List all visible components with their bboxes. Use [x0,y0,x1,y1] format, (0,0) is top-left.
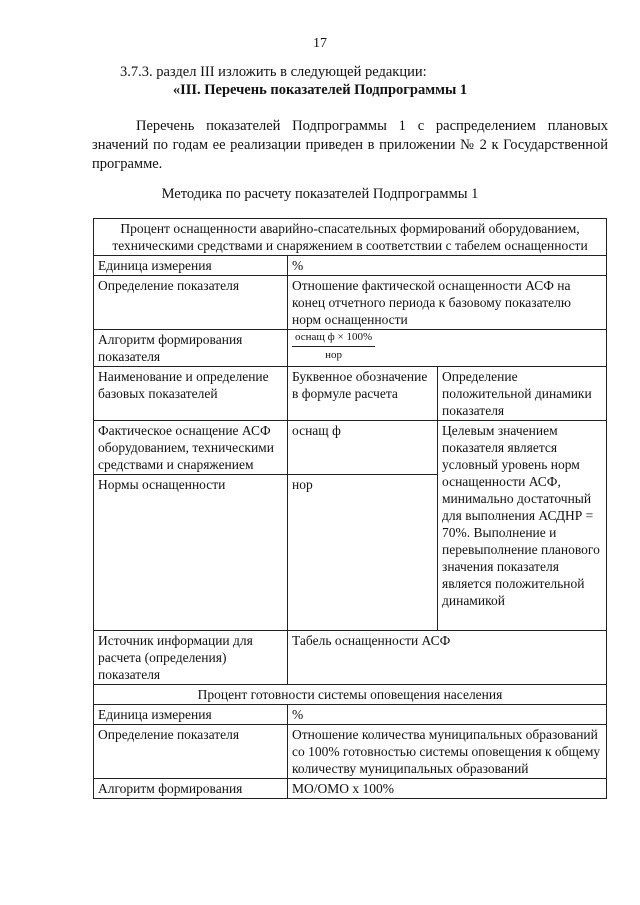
table-row [94,685,607,705]
methodology-title: Методика по расчету показателей Подпрограммы 1 [161,186,479,202]
table-row [94,219,607,256]
definition-label: Определение показателя [94,725,288,779]
table-row [94,725,607,779]
source-value: Табель оснащенности АСФ [288,631,607,685]
algorithm-label: Алгоритм формирования [94,779,288,799]
base-indicator-name: Фактическое оснащение АСФ оборудованием, техническими средствами и снаряжением [94,421,288,475]
page-number: 17 [313,36,327,51]
source-label: Источник информации для расчета (определения) показателя [94,631,288,685]
table-row [94,256,607,276]
indicators-table [93,218,607,799]
base-indicator-symbol: нор [288,475,438,631]
indicator1-title: Процент оснащенности аварийно-спасательных формирований оборудованием, техническими средствами и снаряжением в соответствии с табелем оснащенности [94,219,607,256]
base-indicator-symbol: оснащ ф [288,421,438,475]
algorithm-label: Алгоритм формирования показателя [94,330,288,367]
section-heading: «III. Перечень показателей Подпрограммы 1 [172,82,468,98]
dynamics-definition: Целевым значением показателя является условный уровень норм оснащенности АСФ, минимально достаточный для выполнения АСДНР = 70%. Выполнение и перевыполнение планового значения показателя является положительной динамикой [438,421,607,631]
algorithm-formula [288,330,607,367]
formula-fraction [292,331,375,362]
table-row [94,367,607,421]
definition-value: Отношение фактической оснащенности АСФ на конец отчетного периода к базовому показателю норм оснащенности [288,276,607,330]
unit-value: % [288,705,607,725]
amendment-intro: 3.7.3. раздел III изложить в следующей редакции: [120,64,427,80]
indicator2-title: Процент готовности системы оповещения населения [94,685,607,705]
unit-value: % [288,256,607,276]
unit-label: Единица измерения [94,256,288,276]
table-row [94,631,607,685]
table-row [94,779,607,799]
unit-label: Единица измерения [94,705,288,725]
column-header-name: Наименование и определение базовых показателей [94,367,288,421]
table-row [94,276,607,330]
definition-label: Определение показателя [94,276,288,330]
formula-denominator: нор [325,349,343,361]
formula-numerator: оснащ ф × 100% [292,331,375,347]
definition-value: Отношение количества муниципальных образований со 100% готовностью системы оповещения к общему количеству муниципальных образований [288,725,607,779]
intro-paragraph: Перечень показателей Подпрограммы 1 с распределением плановых значений по годам ее реализации приведен в приложении № 2 к Государственной программе. [92,118,608,172]
table-row [94,330,607,367]
base-indicator-name: Нормы оснащенности [94,475,288,631]
column-header-dynamics: Определение положительной динамики показателя [438,367,607,421]
table-row [94,421,607,475]
table-row [94,705,607,725]
column-header-symbol: Буквенное обозначение в формуле расчета [288,367,438,421]
algorithm-value: МО/ОМО x 100% [288,779,607,799]
